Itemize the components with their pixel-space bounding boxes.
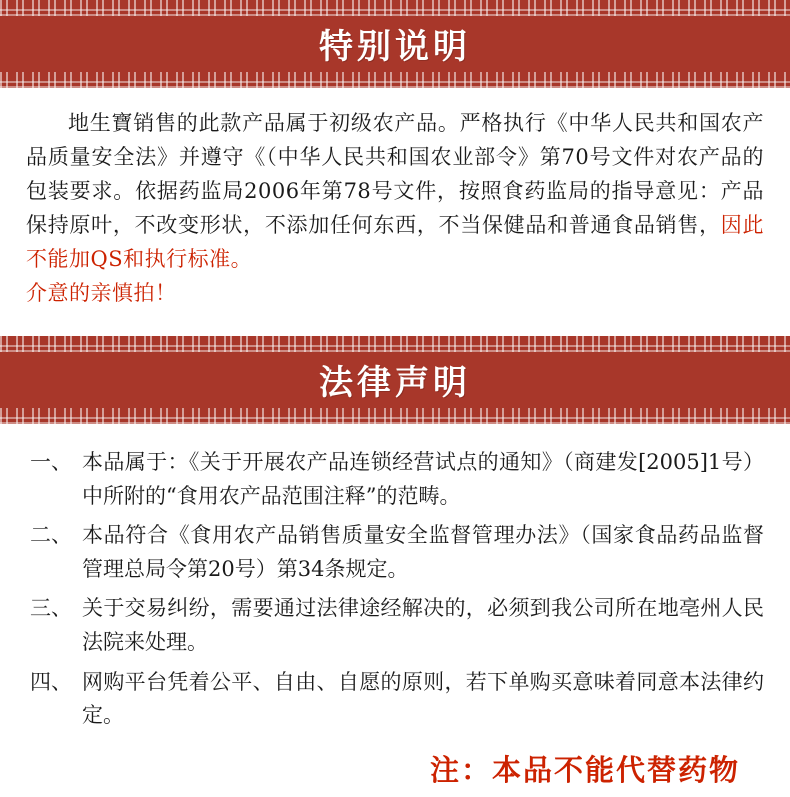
legal-item-number: 一、 — [30, 450, 72, 475]
special-notice-paragraph — [26, 106, 764, 276]
legal-statement-banner — [0, 336, 790, 424]
legal-statement-title: 法律声明 — [319, 363, 471, 404]
special-notice-paragraph-highlight: 因此不能加QS和执行标准。 — [26, 213, 765, 272]
legal-item-number: 二、 — [30, 523, 72, 548]
legal-banner-pattern-bottom-icon — [0, 408, 790, 424]
legal-item-text: 本品符合《食用农产品销售质量安全监督管理办法》（国家食品药品监督管理总局令第20号）第34条规定。 — [82, 523, 764, 581]
legal-list-item — [30, 519, 764, 586]
legal-list-item — [30, 592, 764, 659]
legal-item-text: 网购平台凭着公平、自由、自愿的原则，若下单购买意味着同意本法律约定。 — [82, 669, 764, 728]
legal-banner-pattern-top-icon — [0, 336, 790, 352]
special-notice-body — [0, 88, 790, 320]
special-notice-paragraph-text: 地生寶销售的此款产品属于初级农产品。严格执行《中华人民共和国农产品质量安全法》并遵守《（中华人民共和国农业部令》第70号文件对农产品的包装要求。依据药监局2006年第78号文件，按照食药监局的指导意见：产品保持原叶，不改变形状，不添加任何东西，不当保健品和普通食品销售， — [26, 111, 764, 238]
special-notice-warning-line: 介意的亲慎拍！ — [26, 281, 177, 306]
legal-list-item — [30, 666, 764, 733]
legal-statement-note: 注：本品不能代替药物 — [429, 752, 740, 787]
banner-pattern-top-icon — [0, 0, 790, 16]
special-notice-title: 特别说明 — [319, 27, 471, 67]
legal-item-text: 关于交易纠纷，需要通过法律途经解决的，必须到我公司所在地亳州人民法院来处理。 — [82, 596, 764, 655]
legal-statement-body — [0, 424, 790, 797]
legal-item-text: 本品属于：《关于开展农产品连锁经营试点的通知》（商建发[2005]1号）中所附的“食用农产品范围注释”的范畴。 — [82, 450, 764, 508]
legal-list-item — [30, 446, 764, 513]
legal-item-number: 三、 — [30, 596, 72, 621]
section-divider — [0, 320, 790, 336]
banner-pattern-bottom-icon — [0, 72, 790, 88]
special-notice-banner — [0, 0, 790, 88]
legal-item-number: 四、 — [30, 669, 72, 694]
